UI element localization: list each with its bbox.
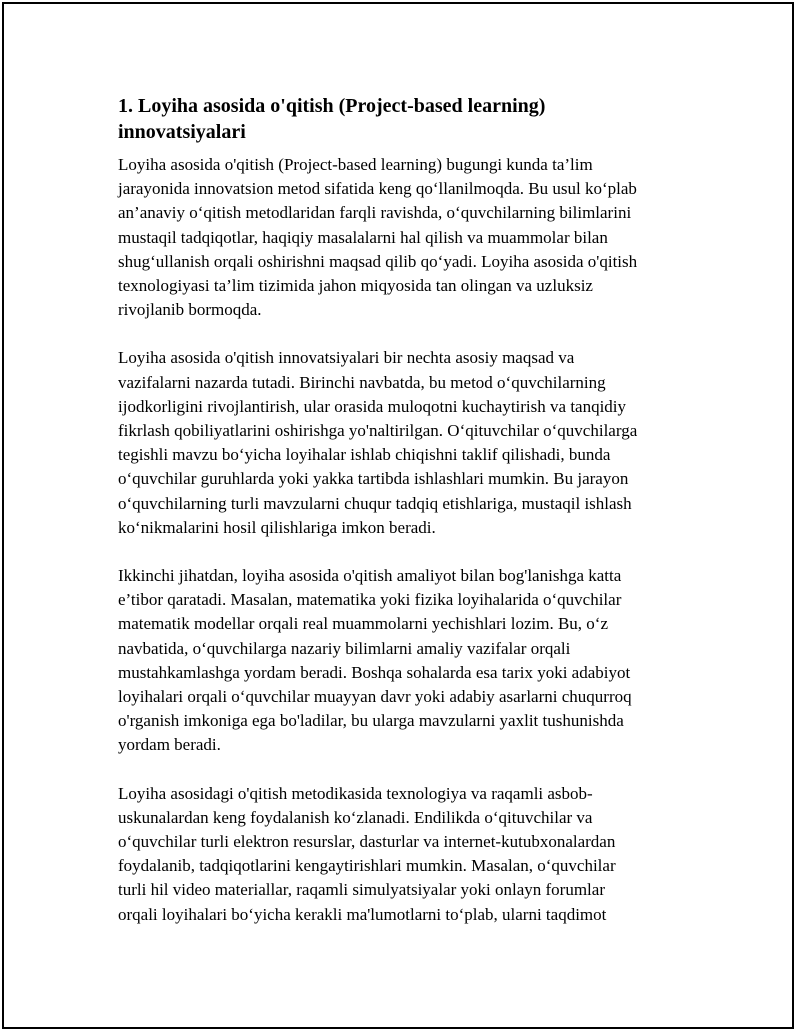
text-line: foydalanib, tadqiqotlarini kengaytirishlari mumkin. Masalan, o‘quvchilar [118, 856, 616, 876]
text-line: jarayonida innovatsion metod sifatida keng qo‘llanilmoqda. Bu usul ko‘plab [118, 179, 637, 199]
paragraph-2 [118, 346, 683, 540]
text-line: tegishli mavzu bo‘yicha loyihalar ishlab chiqishni taklif qilishadi, bunda [118, 445, 611, 465]
text-line: mustahkamlashga yordam beradi. Boshqa sohalarda esa tarix yoki adabiyot [118, 662, 631, 682]
text-line: mustaqil tadqiqotlar, haqiqiy masalalarni hal qilish va muammolar bilan [118, 227, 608, 247]
text-line: Ikkinchi jihatdan, loyiha asosida o'qitish amaliyot bilan bog'lanishga katta [118, 566, 622, 586]
section-heading [118, 93, 683, 145]
text-line: o‘quvchilar turli elektron resurslar, dasturlar va internet-kutubxonalardan [118, 832, 616, 852]
text-line: Loyiha asosida o'qitish (Project-based learning) bugungi kunda ta’lim [118, 155, 593, 174]
text-line: e’tibor qaratadi. Masalan, matematika yoki fizika loyihalarida o‘quvchilar [118, 590, 622, 610]
heading-line: 1. Loyiha asosida o'qitish (Project-based learning) [118, 95, 546, 117]
heading-line: innovatsiyalari [118, 121, 246, 143]
text-line: orqali loyihalari bo‘yicha kerakli ma'lumotlarni to‘plab, ularni taqdimot [118, 904, 607, 924]
text-line: turli hil video materiallar, raqamli simulyatsiyalar yoki onlayn forumlar [118, 880, 605, 900]
text-line: ko‘nikmalarini hosil qilishlariga imkon beradi. [118, 517, 436, 537]
text-line: navbatida, o‘quvchilarga nazariy bilimlarni amaliy vazifalar orqali [118, 638, 571, 658]
text-line: o‘quvchilar guruhlarda yoki yakka tartibda ishlashlari mumkin. Bu jarayon [118, 469, 629, 489]
text-line: ijodkorligini rivojlantirish, ular orasida muloqotni kuchaytirish va tanqidiy [118, 396, 627, 416]
text-line: matematik modellar orqali real muammolarni yechishlari lozim. Bu, o‘z [118, 614, 609, 634]
text-line: vazifalarni nazarda tutadi. Birinchi navbatda, bu metod o‘quvchilarning [118, 372, 606, 392]
document-body [118, 93, 683, 927]
text-line: o'rganish imkoniga ega bo'ladilar, bu ularga mavzularni yaxlit tushunishda [118, 711, 624, 731]
paragraph-1 [118, 153, 683, 322]
paragraph-3 [118, 564, 683, 758]
paragraph-4 [118, 782, 683, 927]
text-line: fikrlash qobiliyatlarini oshirishga yo'naltirilgan. O‘qituvchilar o‘quvchilarga [118, 421, 638, 441]
text-line: Loyiha asosidagi o'qitish metodikasida texnologiya va raqamli asbob- [118, 783, 593, 803]
text-line: texnologiyasi ta’lim tizimida jahon miqyosida tan olingan va uzluksiz [118, 276, 593, 296]
text-line: loyihalari orqali o‘quvchilar muayyan davr yoki adabiy asarlarni chuqurroq [118, 687, 632, 707]
text-line: Loyiha asosida o'qitish innovatsiyalari bir nechta asosiy maqsad va [118, 348, 575, 368]
text-line: uskunalardan keng foydalanish ko‘zlanadi. Endilikda o‘qituvchilar va [118, 807, 593, 827]
text-line: an’anaviy o‘qitish metodlaridan farqli ravishda, o‘quvchilarning bilimlarini [118, 203, 632, 223]
text-line: rivojlanib bormoqda. [118, 300, 262, 320]
text-line: o‘quvchilarning turli mavzularni chuqur tadqiq etishlariga, mustaqil ishlash [118, 493, 632, 513]
text-line: shug‘ullanish orqali oshirishni maqsad qilib qo‘yadi. Loyiha asosida o'qitish [118, 251, 638, 271]
text-line: yordam beradi. [118, 735, 221, 755]
